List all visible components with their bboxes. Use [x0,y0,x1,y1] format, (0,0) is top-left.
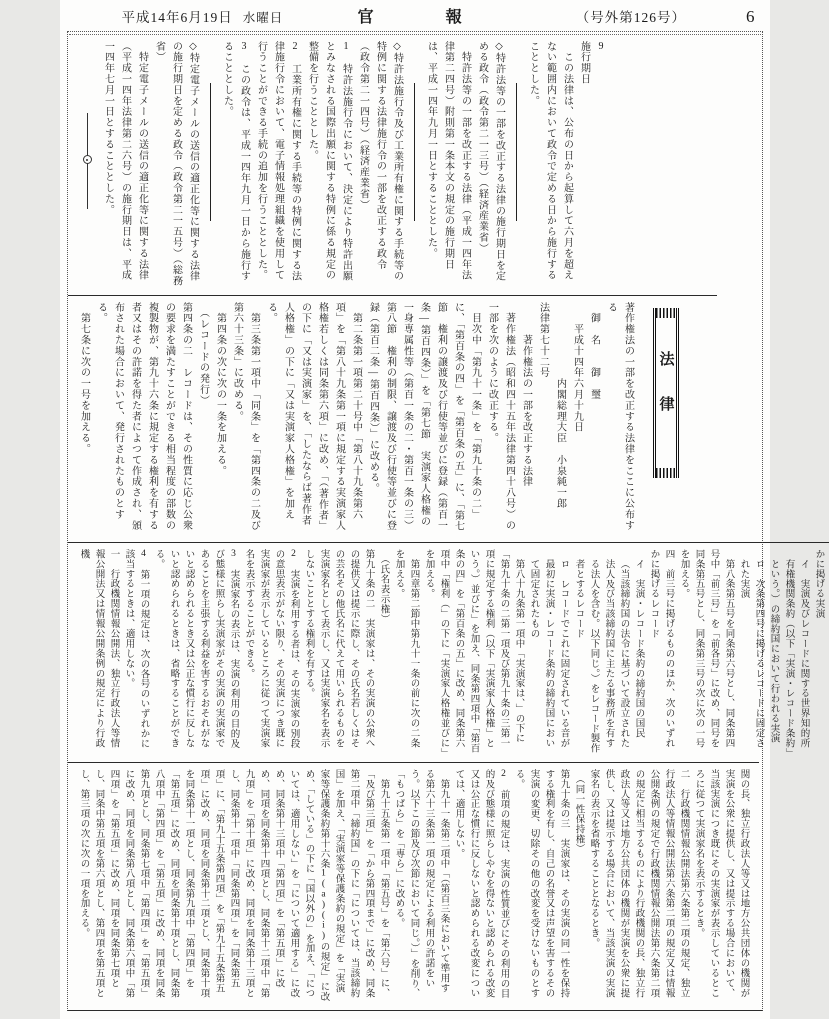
law-text-column: 特許法等の一部を改正する法律（平成一四年法律第二四号）附則第一条本文の規定の施行期日は、平成一四年九月一日とすることとした。 [425,41,471,281]
band-law-promulgation [68,295,717,542]
law-text-column: 第九十一条第二項中「（第百三条において準用する第六十三条第一項の規定による利用の許諾をいう。以下この節及び次節において同じ。）」を削り、「もつぱら」を「専ら」に改める。 [393,769,449,999]
law-box-hatch-top [656,308,676,318]
law-box-middle [656,318,676,468]
law-text-column: ◇特許法施行令及び工業所有権に関する手続等の特例に関する法律施行令の一部を改正する政令（政令第二一四号）（経済産業省） [357,41,403,282]
law-text-column: 施行期日 [578,41,590,85]
law-text-column: 著作権法（昭和四十五年法律第四十八号）の一部を次のように改正する。 [486,302,515,531]
law-box-hatch-bottom [656,468,676,478]
masthead-date: 平成14年6月19日 [121,10,233,25]
law-text-column: 第四条の二 レコードは、その性質に応じ公衆の要求を満たすことができる相当程度の部数の複製物が、第九十六条に規定する権利を有する者又はその許諾を得た者によつて作成され、頒布された場合において、発行されたものとする。 [95,302,192,531]
section-end-ornament [81,113,95,209]
law-text-column: 平成十四年六月十九日 [571,302,583,433]
law-text-column: 法律第七十二号 [537,302,549,379]
law-text-column: 第八条第五号を同条第六号とし、同条第四号中「前三号」を「前各号」に改め、同号を同条第五号とし、同条第三号の次に次の一号を加える。 [678,549,734,748]
masthead-title-wrap [283,4,575,27]
law-text-column: 一 行政機関情報公開法、独立行政法人等情報公開法又は情報公開条例の規定により行政機 [78,549,119,748]
law-text-column: 2 前項の規定は、実演の性質並びにその利用の目的及び態様に照らしやむを得ないと認められる改変又は公正な慣行に反しないと認められる改変については、適用しない。 [453,769,509,999]
item-number: 9 [595,41,607,53]
law-text-column: 3 実演家名の表示は、実演の利用の目的及び態様に照らし実演家がその実演の実演家であることを主張する利益を害するおそれがないと認められるとき又は公正な慣行に反しないと認められるときは、省略することができる。 [153,549,239,749]
law-section-label: 法律 [657,351,674,441]
item-separator-rule [414,83,415,221]
law-text-column: 第九十五条第一項中「第五号」を「第六号」に、「及び第三項」を「から第四項まで」に改め、同条第二項中「締約国」の下に「については、当該締約国」を加え、「実演家等保護条約の規定」を「実演家等保護条約第十六条1(a)(i)の規定」に改め、「している」の下に「国以外の」を加え、「については、適用しない」を「について適用する」に改め、同条第十三項中「第四項」を「第五項」に改め、同項を同条第十四項とし、同条第十二項中「第九項」を「第十項」に改め、同項を同条第十三項とし、同条第十一項中「同条第四項」を「同条第五項」に、「第九十五条第四項」を「第九十五条第五項」に改め、同項を同条第十二項とし、同条第十項を同条第十一項とし、同条第九項中「第四項」を「第五項」に改め、同項を同条第十項とし、同条第八項中「第四項」を「第五項」に改め、同項を同条第九項とし、同条第七項中「第四項」を「第五項」に改め、同項を同条第八項とし、同条第六項中「第四項」を「第五項」に改め、同項を同条第七項とし、同条中第五項を第六項とし、第四項を第五項とし、第三項の次に次の一項を加える。 [78,769,389,1002]
law-text-column: イ 実演・レコード条約の締約国の国民（当該締約国の法令に基づいて設立された法人及び当該締約国に主たる事務所を有する法人を含む。以下同じ。）をレコード製作者とするレコード [573,558,644,753]
law-text-column: 特定電子メールの送信の適正化等に関する法律（平成一四年法律第二六号）の施行期日は、平成一四年七月一日とすることとした。 [102,41,148,281]
ornament-circle-icon [83,155,92,164]
law-text-column: 二 行政機関情報公開法第六条第二項の規定、独立行政法人等情報公開法第六条第二項の規定又は情報公開条例の規定で行政機関情報公開法第六条第二項の規定に相当するものにより行政機関の長、独立行政法人等又は地方公共団体の機関が実演を公衆に提供し、又は提示する場合において、当該実演の実演家名の表示を省略することとなるとき。 [588,769,689,998]
law-text-column: 著作権法の一部を改正する法律 [520,302,532,488]
band-law-text-bottom [68,762,759,1009]
law-text-column: ◇特定電子メールの送信の適正化等に関する法律の施行期日を定める政令（政令第二一五号）（総務省） [153,41,199,287]
law-text-column: 第七条に次の一号を加える。 [78,302,90,455]
law-text-column: 第三条第一項中「同条」を「第四条の二及び第六十三条」に改める。 [231,302,260,531]
law-text-column: 四 前三号に掲げるもののほか、次のいずれかに掲げるレコード [648,549,674,748]
law-text-column: 4 第一項の規定は、次の各号のいずれかに該当するときは、適用しない。 [123,549,149,749]
law-text-column: ロ レコードでこれに固定されている音が最初に実演・レコード条約の締約国において固定されたもの [528,558,569,748]
band-law-text-middle [68,542,829,762]
law-text-column: 内閣総理大臣 小泉純一郎 [554,302,566,510]
law-text-column: 第八十九条第一項中「実演家は、」の下に「第九十条の二第一項及び第九十条の三第一項に規定する権利（以下「実演家人格権」という。）並びに」を加え、同条第四項中「第百条の四」を「第百条の五」に改め、同条第六項中「権利（」の下に「実演家人格権並びに」を加える。 [423,549,524,754]
masthead-title: 官報 [357,9,534,26]
law-section-label-box [653,308,679,478]
law-text-column: 第九十条の三 実演家は、その実演の同一性を保持する権利を有し、自己の名誉又は声望を害するその実演の変更、切除その他の改変を受けないものとする。 [513,769,569,998]
law-text-column: 関の長、独立行政法人等又は地方公共団体の機関が実演を公衆に提供し、又は提示する場合において、当該実演につき既にその実演家が表示しているところに従つて実演家名を表示するとき。 [693,769,749,998]
masthead-weekday: 水曜日 [242,11,284,25]
masthead [60,0,770,27]
law-text-column: 第二条第一項第二十号中「第八十九条第六項」を「第八十九条第一項に規定する実演家人格権若しくは同条第六項」に改め、「（著作者」の下に「又は実演家」を、「したならば著作者人格権」の下に「又は実演家人格権」を加える。 [265,302,362,532]
law-text-column: 2 工業所有権に関する手続等の特例に関する法律施行令において、電子情報処理組織を使用して行うことができる手続の追加を行うこととした。 [255,41,301,282]
law-text-column: 第四条の次に次の一条を加える。 [214,302,226,477]
law-text-column: ロ 次条第四号に掲げるレコードに固定された実演 [738,558,764,748]
law-text-column: 2 実演を利用する者は、その実演家の別段の意思表示がない限り、その実演につき既に実演家が表示しているところに従つて実演家名を表示することができる。 [243,549,299,749]
law-text-column: 著作権法の一部を改正する法律をここに公布する [605,302,634,531]
band-gazette-summary [68,35,618,295]
item-separator-rule [516,83,517,221]
law-text-column: （同一性保持権） [573,769,584,854]
item-separator-rule [210,83,211,221]
law-text-column: イ 実演及びレコードに関する世界知的所有権機関条約（以下「実演・レコード条約」という。）の締約国において行われる実演 [768,558,809,753]
kanpo-gazette-page [60,0,824,1019]
masthead-issue-number: （号外第126号） [575,10,686,25]
content-frame [67,31,824,1011]
law-text-column: 第四章第二節中第九十一条の前に次の二条を加える。 [393,549,419,748]
law-text-column: ◇特許法等の一部を改正する法律の施行期日を定める政令（政令第二一三号）（経済産業省） [476,41,505,282]
law-text-column: 御 名 御 璽 [588,302,600,401]
law-text-column: （氏名表示権） [378,549,389,624]
page-number: 6 [746,7,756,26]
law-text-column: 3 この政令は、平成一四年九月一日から施行することとした。 [221,41,250,282]
law-text-column: 第九十条の二 実演家は、その実演の公衆への提供又は提示に際し、その氏名若しくはその芸名その他氏名に代えて用いられるものを実演家名として表示し、又は実演家名を表示しないこととする権利を有する。 [303,549,374,748]
law-text-column: 1 特許法施行令において、決定により特許出願とみなされる国際出願に関する特例に係る規定の整備を行うこととした。 [306,41,352,282]
law-text-column: （レコードの発行） [197,302,209,406]
law-text-column: かに掲げる実演 [813,549,824,619]
law-text-column: この法律は、公布の日から起算して六月を超えない範囲内において政令で定める日から施行することとした。 [527,41,573,281]
law-text-column: 目次中「第九十一条」を「第九十条の二」に、「第百条の四」を「第百条の五」に、「第七節 権利の譲渡及び行使等並びに登録（第百一条―第百四条）」を「第七節 実演家人格権の一身専属性等（第百一条の二・第百一条の三） 第八節 権利の制限、譲渡及び行使等並びに登録（第百二条―第百四条）」に改める。 [367,302,481,537]
